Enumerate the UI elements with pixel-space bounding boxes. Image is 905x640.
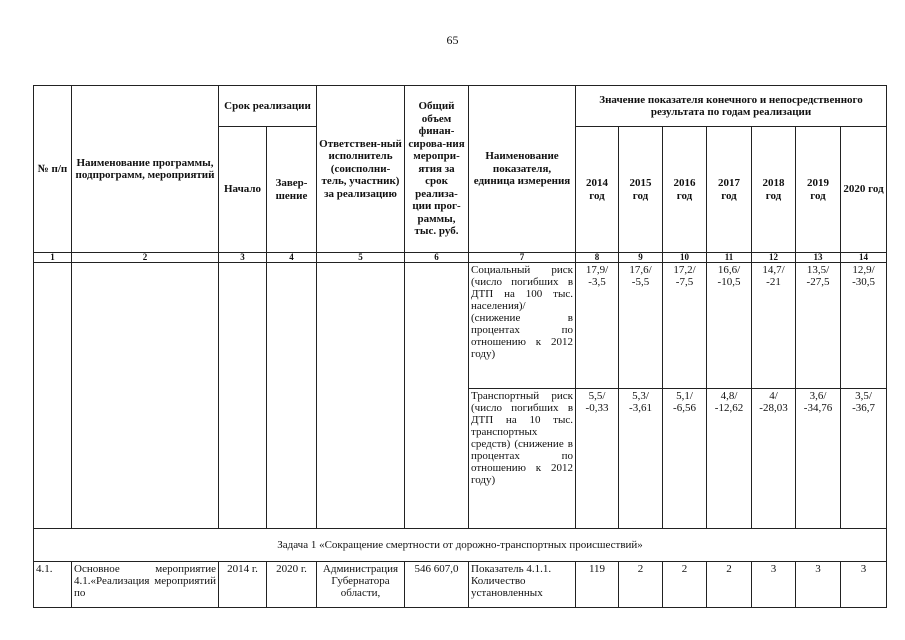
header-year-2014: 2014 год	[576, 127, 619, 253]
item-funding: 546 607,0	[405, 562, 469, 608]
item-start: 2014 г.	[219, 562, 267, 608]
col-number: 7	[469, 253, 576, 263]
header-funding: Общий объем финан-сирова-ния меропри-ятия за срок реализа-ции прог-раммы, тыс. руб.	[405, 86, 469, 253]
header-row-1	[34, 86, 887, 127]
header-num: № п/п	[34, 86, 72, 253]
value-cell: 2	[619, 562, 663, 608]
value-cell: 119	[576, 562, 619, 608]
col-number: 5	[317, 253, 405, 263]
header-responsible: Ответствен-ный исполнитель (соисполни-тель, участник) за реализацию	[317, 86, 405, 253]
col-number: 13	[796, 253, 841, 263]
col-number: 1	[34, 253, 72, 263]
value-cell: 3,5/ -36,7	[841, 389, 887, 529]
col-number: 8	[576, 253, 619, 263]
col-number: 10	[663, 253, 707, 263]
empty-cell	[405, 263, 469, 529]
value-cell: 14,7/ -21	[752, 263, 796, 389]
value-cell: 17,6/ -5,5	[619, 263, 663, 389]
empty-cell	[72, 263, 219, 529]
header-indicator: Наименование показателя, единица измерения	[469, 86, 576, 253]
column-number-row	[34, 253, 887, 263]
col-number: 3	[219, 253, 267, 263]
header-year-2017: 2017 год	[707, 127, 752, 253]
header-name: Наименование программы, подпрограмм, мероприятий	[72, 86, 219, 253]
header-year-2019: 2019 год	[796, 127, 841, 253]
table-row	[34, 263, 887, 389]
value-cell: 13,5/ -27,5	[796, 263, 841, 389]
value-cell: 12,9/ -30,5	[841, 263, 887, 389]
item-end: 2020 г.	[267, 562, 317, 608]
value-cell: 17,9/ -3,5	[576, 263, 619, 389]
empty-cell	[267, 263, 317, 529]
value-cell: 3	[796, 562, 841, 608]
value-cell: 2	[707, 562, 752, 608]
col-number: 4	[267, 253, 317, 263]
header-year-2015: 2015 год	[619, 127, 663, 253]
value-cell: 5,5/ -0,33	[576, 389, 619, 529]
empty-cell	[317, 263, 405, 529]
task-row	[34, 529, 887, 562]
col-number: 6	[405, 253, 469, 263]
page-number: 65	[446, 33, 459, 47]
header-end: Завер-шение	[267, 127, 317, 253]
header-start: Начало	[219, 127, 267, 253]
program-table-container	[33, 85, 886, 608]
header-year-2018: 2018 год	[752, 127, 796, 253]
value-cell: 5,3/ -3,61	[619, 389, 663, 529]
header-values-group: Значение показателя конечного и непосредственного результата по годам реализации	[576, 86, 887, 127]
col-number: 11	[707, 253, 752, 263]
header-year-2016: 2016 год	[663, 127, 707, 253]
value-cell: 2	[663, 562, 707, 608]
col-number: 9	[619, 253, 663, 263]
value-cell: 16,6/ -10,5	[707, 263, 752, 389]
value-cell: 4/ -28,03	[752, 389, 796, 529]
item-indicator: Показатель 4.1.1. Количество установленных	[469, 562, 576, 608]
item-number: 4.1.	[34, 562, 72, 608]
value-cell: 3	[752, 562, 796, 608]
empty-cell	[219, 263, 267, 529]
value-cell: 3	[841, 562, 887, 608]
table-row	[34, 562, 887, 608]
header-term: Срок реализации	[219, 86, 317, 127]
value-cell: 5,1/ -6,56	[663, 389, 707, 529]
value-cell: 17,2/ -7,5	[663, 263, 707, 389]
program-table	[33, 85, 887, 608]
value-cell: 4,8/ -12,62	[707, 389, 752, 529]
item-name: Основное мероприятие 4.1.«Реализация мероприятий по	[72, 562, 219, 608]
col-number: 2	[72, 253, 219, 263]
indicator-social-risk: Социальный риск (число погибших в ДТП на 100 тыс. населения)/ (снижение в процентах по отношению к 2012 году)	[469, 263, 576, 389]
col-number: 14	[841, 253, 887, 263]
value-cell: 3,6/ -34,76	[796, 389, 841, 529]
col-number: 12	[752, 253, 796, 263]
item-responsible: Администрация Губернатора области,	[317, 562, 405, 608]
header-year-2020: 2020 год	[841, 127, 887, 253]
empty-cell	[34, 263, 72, 529]
task-title: Задача 1 «Сокращение смертности от дорожно-транспортных происшествий»	[34, 529, 887, 562]
indicator-transport-risk: Транспортный риск (число погибших в ДТП на 10 тыс. транспортных средств) (снижение в процентах по отношению к 2012 году)	[469, 389, 576, 529]
